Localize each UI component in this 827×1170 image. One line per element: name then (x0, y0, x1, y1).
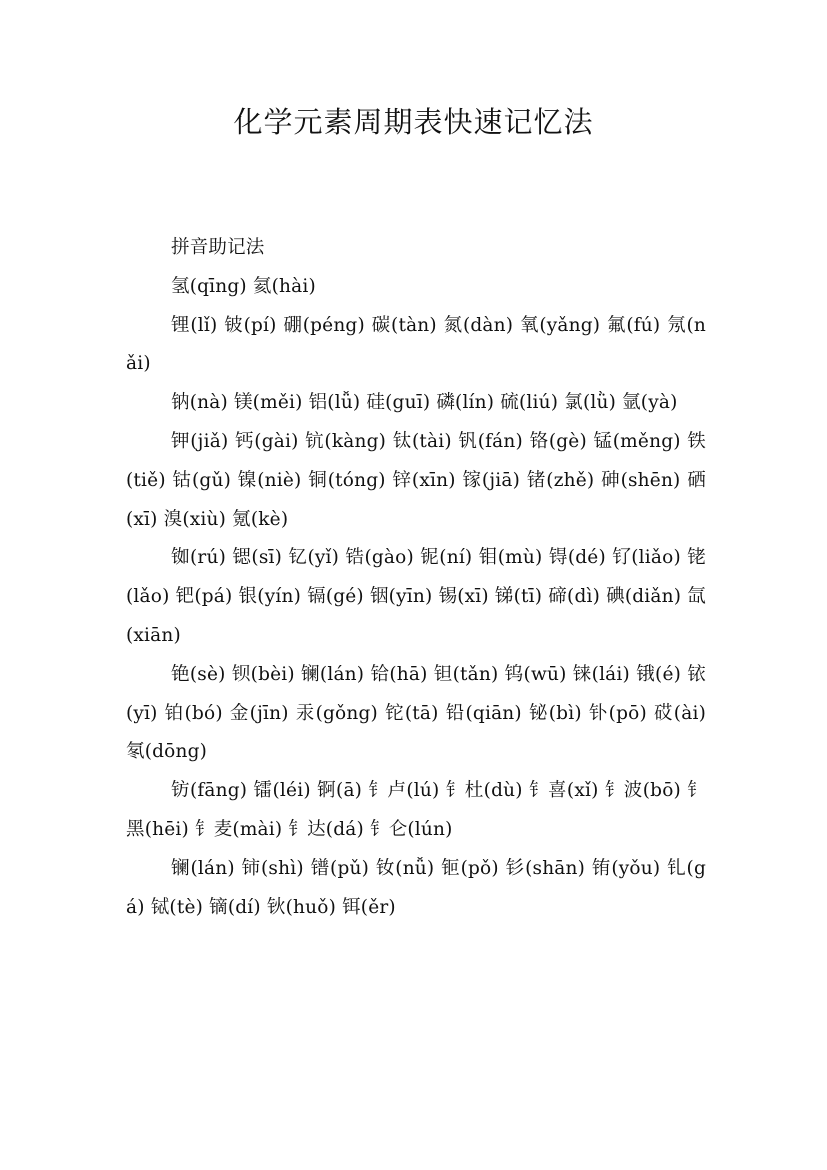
paragraph-period-7: 钫(fāng) 镭(léi) 锕(ā) 钅卢(lú) 钅杜(dù) 钅喜(xǐ) 钅波(bō) 钅黑(hēi) 钅麦(mài) 钅达(dá) 钅仑(lún) (126, 780, 706, 840)
document-title: 化学元素周期表快速记忆法 (233, 105, 594, 139)
document-body (126, 229, 706, 927)
paragraph-period-5: 铷(rú) 锶(sī) 钇(yǐ) 锆(gào) 铌(ní) 钼(mù) 锝(dé) 钌(liǎo) 铑(lǎo) 钯(pá) 银(yín) 镉(gé) 铟(yīn) 锡(xī) 锑(tī) 碲(dì) 碘(diǎn) 氙(xiān) (126, 547, 706, 646)
paragraph-lanthanides: 镧(lán) 铈(shì) 镨(pǔ) 钕(nǚ) 钷(pǒ) 钐(shān) 铕(yǒu) 钆(gá) 铽(tè) 镝(dí) 钬(huǒ) 铒(ěr) (126, 857, 706, 918)
paragraph-period-6: 铯(sè) 钡(bèi) 镧(lán) 铪(hā) 钽(tǎn) 钨(wū) 铼(lái) 锇(é) 铱(yī) 铂(bó) 金(jīn) 汞(gǒng) 铊(tā) 铅(qiān) 铋(bì) 钋(pō) 砹(ài) 氡(dōng) (126, 663, 706, 763)
paragraph-period-3: 钠(nà) 镁(měi) 铝(lǚ) 硅(guī) 磷(lín) 硫(liú) 氯(lǜ) 氩(yà) (171, 392, 678, 414)
paragraph-period-1: 氢(qīng) 氦(hài) (171, 275, 316, 297)
section-heading: 拼音助记法 (171, 237, 265, 258)
paragraph-period-2: 锂(lǐ) 铍(pí) 硼(péng) 碳(tàn) 氮(dàn) 氧(yǎng) 氟(fú) 氖(nǎi) (126, 314, 706, 375)
paragraph-period-4: 钾(jiǎ) 钙(gài) 钪(kàng) 钛(tài) 钒(fán) 铬(gè) 锰(měng) 铁(tiě) 钴(gǔ) 镍(niè) 铜(tóng) 锌(xīn) 镓(jiā) 锗(zhě) 砷(shēn) 硒(xī) 溴(xiù) 氪(kè) (126, 430, 706, 530)
